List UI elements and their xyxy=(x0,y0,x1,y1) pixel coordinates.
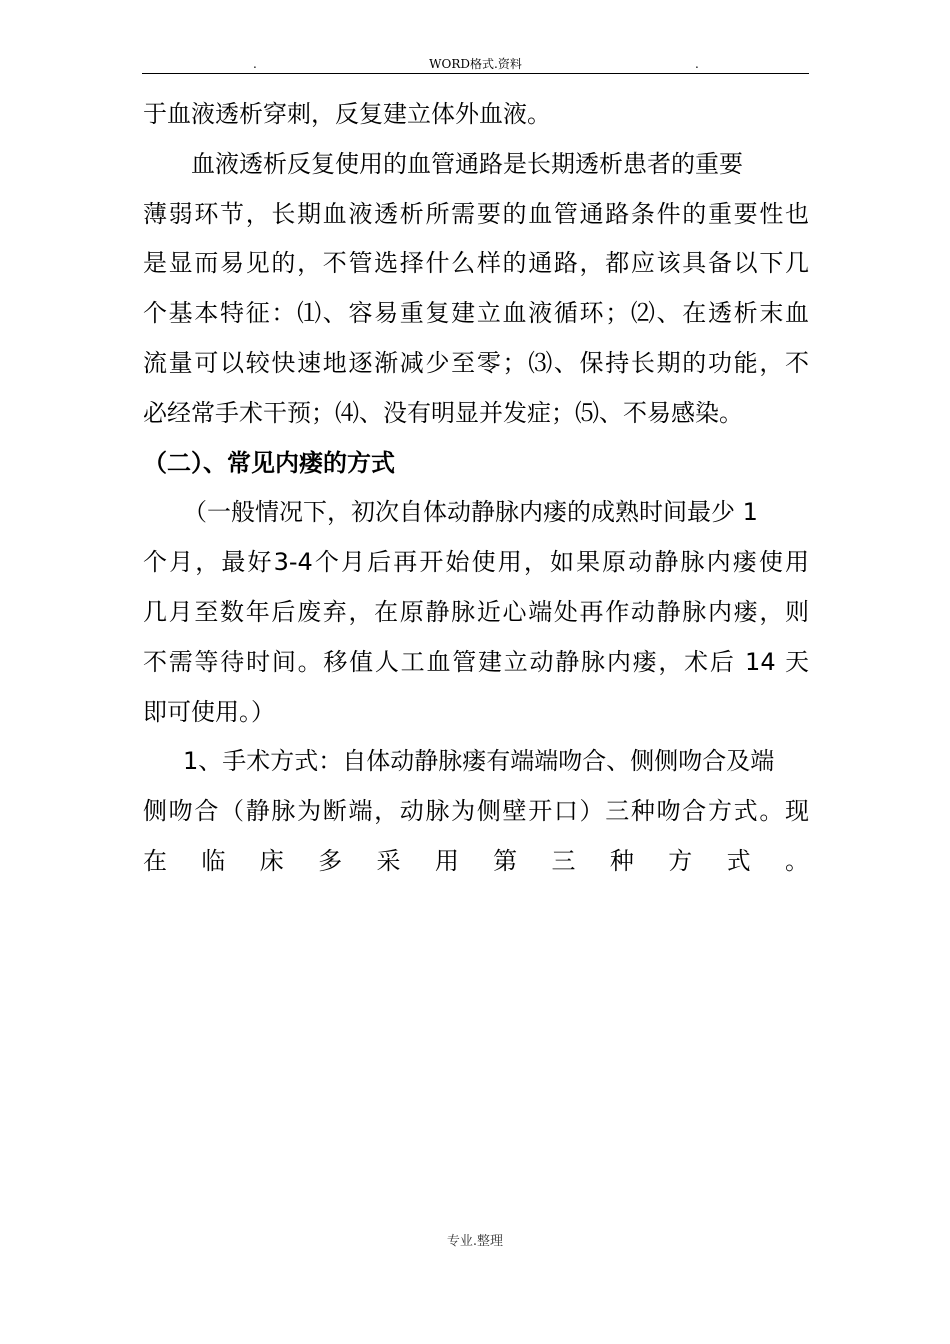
paragraph-line: 是显而易见的，不管选择什么样的通路，都应该具备以下几 xyxy=(143,249,809,278)
paragraph-line: 个基本特征：⑴、容易重复建立血液循环；⑵、在透析末血 xyxy=(143,299,809,328)
paragraph-line: 薄弱环节，长期血液透析所需要的血管通路条件的重要性也 xyxy=(143,199,809,228)
paragraph-line: 流量可以较快速地逐渐减少至零；⑶、保持长期的功能，不 xyxy=(143,348,809,377)
paragraph-line: 不需等待时间。移值人工血管建立动静脉内瘘，术后 14 天 xyxy=(143,647,809,676)
page-header xyxy=(142,56,809,74)
paragraph-line: 即可使用。） xyxy=(143,697,275,726)
header-title: WORD格式.资料 xyxy=(429,57,522,71)
paragraph-line: （一般情况下，初次自体动静脉内瘘的成熟时间最少 1 xyxy=(183,498,758,527)
paragraph-line: 几月至数年后废弃，在原静脉近心端处再作动静脉内瘘，则 xyxy=(143,597,809,626)
paragraph-line: 必经常手术干预；⑷、没有明显并发症；⑸、不易感染。 xyxy=(143,398,743,427)
document-body xyxy=(143,90,809,887)
paragraph-line: 血液透析反复使用的血管通路是长期透析患者的重要 xyxy=(191,149,743,178)
header-right-mark: . xyxy=(695,57,699,71)
header-left-mark: . xyxy=(253,57,257,71)
paragraph-line: 于血液透析穿刺，反复建立体外血液。 xyxy=(143,100,551,128)
paragraph-line: 侧吻合（静脉为断端，动脉为侧壁开口）三种吻合方式。现 xyxy=(143,797,809,826)
page-footer: 专业.整理 xyxy=(446,1234,504,1249)
paragraph-line: 1、手术方式：自体动静脉瘘有端端吻合、侧侧吻合及端 xyxy=(183,747,775,776)
paragraph-line: 在临床多采用第三种方式。 xyxy=(143,846,809,875)
paragraph-line: 个月，最好3-4个月后再开始使用，如果原动静脉内瘘使用 xyxy=(143,548,809,577)
section-heading: （二）、常见内瘘的方式 xyxy=(143,448,395,477)
